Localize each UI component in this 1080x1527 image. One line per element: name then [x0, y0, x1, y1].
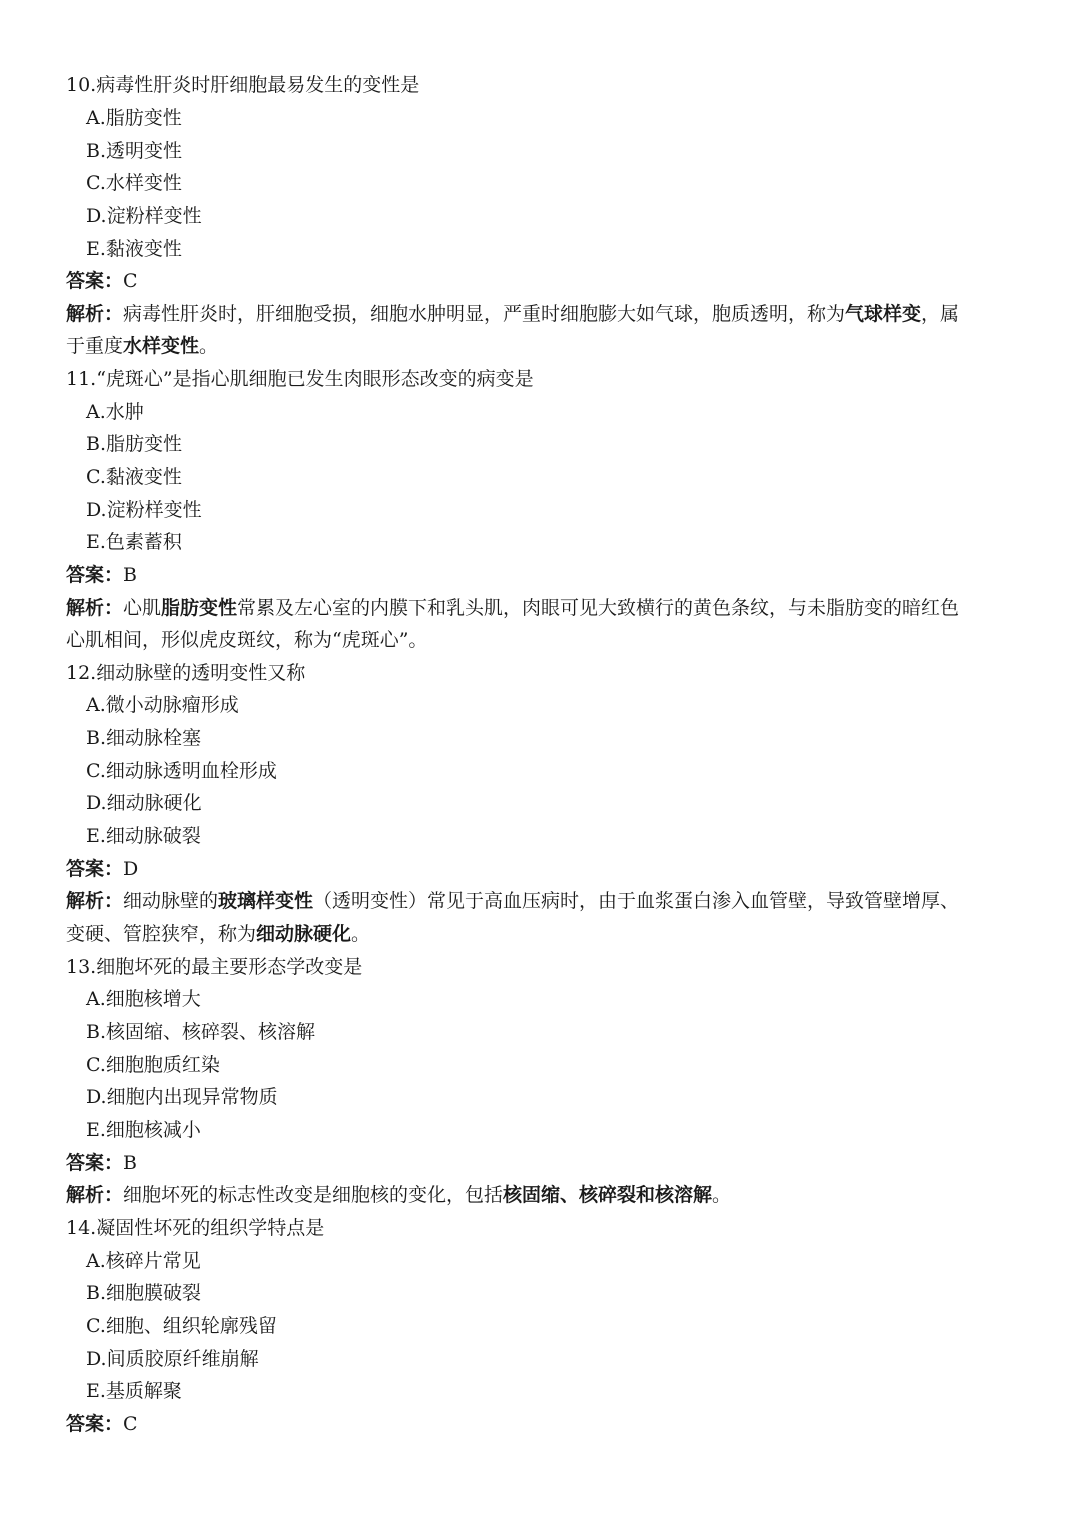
explanation-line [66, 627, 1016, 653]
option: B.核固缩、核碎裂、核溶解 [86, 1021, 316, 1043]
explanation-label: 解析： [66, 890, 124, 912]
option: A.脂肪变性 [86, 107, 182, 129]
option: B.细胞膜破裂 [86, 1282, 202, 1304]
answer-value: C [123, 270, 138, 292]
option: C.细胞、组织轮廓残留 [86, 1315, 277, 1337]
explanation-text [123, 303, 959, 325]
option: B.透明变性 [86, 140, 183, 162]
explanation-segment: 。 [199, 335, 219, 357]
option: C.细动脉透明血栓形成 [86, 760, 277, 782]
explanation-label: 解析： [66, 1184, 124, 1206]
explanation-segment: （透明变性）常见于高血压病时，由于血浆蛋白渗入血管壁，导致管壁增厚、 [313, 890, 960, 912]
option: E.基质解聚 [86, 1380, 182, 1402]
answer-value: D [123, 858, 139, 880]
highlighted-term: 水样变性 [123, 335, 200, 357]
answer-line [66, 1150, 137, 1176]
question-stem: 11.“虎斑心”是指心肌细胞已发生肉眼形态改变的病变是 [66, 368, 534, 390]
explanation-segment: 心肌 [123, 597, 162, 619]
option: B.脂肪变性 [86, 433, 183, 455]
option: D.淀粉样变性 [86, 205, 202, 227]
option: E.黏液变性 [86, 238, 182, 260]
explanation-line [66, 888, 1016, 914]
answer-value: B [123, 564, 137, 586]
option: C.黏液变性 [86, 466, 182, 488]
option: A.细胞核增大 [86, 988, 201, 1010]
option: C.细胞胞质红染 [86, 1054, 220, 1076]
explanation-line [66, 301, 1016, 327]
explanation-label: 解析： [66, 597, 124, 619]
answer-value: B [123, 1152, 137, 1174]
option: D.细动脉硬化 [86, 792, 202, 814]
explanation-segment: 病毒性肝炎时，肝细胞受损，细胞水肿明显，严重时细胞膨大如气球，胞质透明，称为 [123, 303, 846, 325]
option: A.核碎片常见 [86, 1250, 201, 1272]
explanation-segment: 。 [712, 1184, 732, 1206]
option: B.细动脉栓塞 [86, 727, 202, 749]
option: D.间质胶原纤维崩解 [86, 1348, 259, 1370]
question-stem: 14.凝固性坏死的组织学特点是 [66, 1217, 325, 1239]
explanation-line [66, 921, 1016, 947]
explanation-line [66, 595, 1016, 621]
explanation-segment: ，属 [921, 303, 960, 325]
answer-label: 答案： [66, 1152, 124, 1174]
option: A.微小动脉瘤形成 [86, 694, 239, 716]
answer-label: 答案： [66, 564, 124, 586]
question-stem: 10.病毒性肝炎时肝细胞最易发生的变性是 [66, 74, 420, 96]
option: E.色素蓄积 [86, 531, 182, 553]
option: C.水样变性 [86, 172, 182, 194]
option: D.细胞内出现异常物质 [86, 1086, 278, 1108]
highlighted-term: 气球样变 [845, 303, 922, 325]
option: D.淀粉样变性 [86, 499, 202, 521]
highlighted-term: 玻璃样变性 [218, 890, 314, 912]
answer-line [66, 268, 138, 294]
highlighted-term: 脂肪变性 [161, 597, 238, 619]
explanation-text [66, 629, 427, 651]
highlighted-term: 细动脉硬化 [256, 923, 352, 945]
explanation-segment: 于重度 [66, 335, 124, 357]
explanation-label: 解析： [66, 303, 124, 325]
question-stem: 12.细动脉壁的透明变性又称 [66, 662, 306, 684]
explanation-line [66, 333, 1016, 359]
explanation-text [123, 890, 959, 912]
answer-line [66, 562, 137, 588]
answer-line [66, 856, 138, 882]
explanation-segment: 细动脉壁的 [123, 890, 219, 912]
answer-value: C [123, 1413, 138, 1435]
option: A.水肿 [86, 401, 144, 423]
explanation-segment: 变硬、管腔狭窄，称为 [66, 923, 257, 945]
explanation-line [66, 1182, 1016, 1208]
explanation-segment: 心肌相间，形似虎皮斑纹，称为“虎斑心”。 [66, 629, 428, 651]
explanation-segment: 常累及左心室的内膜下和乳头肌，肉眼可见大致横行的黄色条纹，与未脂肪变的暗红色 [237, 597, 960, 619]
answer-label: 答案： [66, 270, 124, 292]
option: E.细动脉破裂 [86, 825, 201, 847]
explanation-text [123, 1184, 731, 1206]
explanation-segment: 细胞坏死的标志性改变是细胞核的变化，包括 [123, 1184, 504, 1206]
option: E.细胞核减小 [86, 1119, 201, 1141]
answer-line [66, 1411, 138, 1437]
explanation-text [123, 597, 959, 619]
explanation-segment: 。 [351, 923, 371, 945]
answer-label: 答案： [66, 858, 124, 880]
answer-label: 答案： [66, 1413, 124, 1435]
question-stem: 13.细胞坏死的最主要形态学改变是 [66, 956, 363, 978]
highlighted-term: 核固缩、核碎裂和核溶解 [503, 1184, 713, 1206]
explanation-text [66, 923, 370, 945]
explanation-text [66, 335, 218, 357]
